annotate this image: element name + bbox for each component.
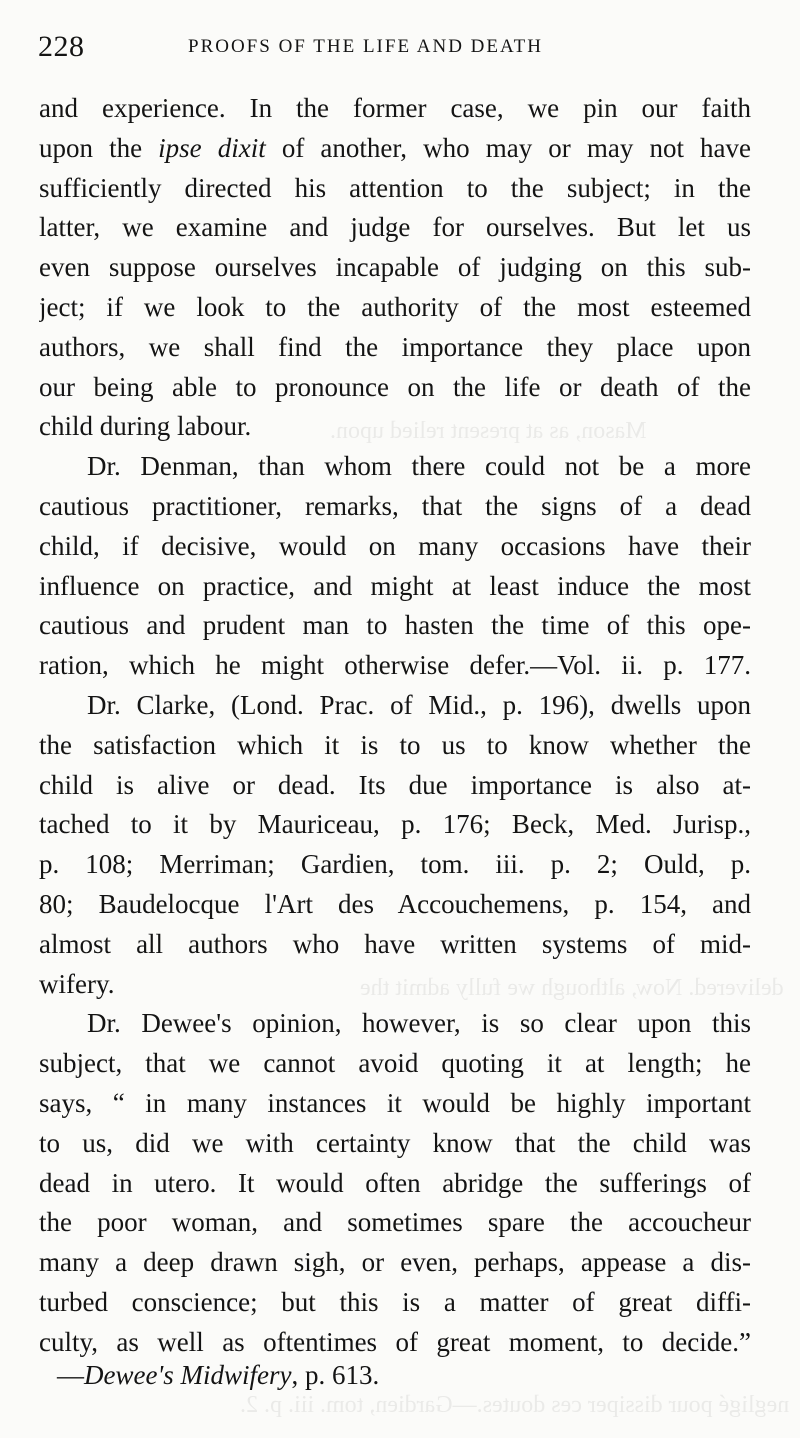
text-line: cautious practitioner, remarks, that the signs of a dead <box>39 490 751 521</box>
text-line: child is alive or dead. Its due importance is also at- <box>39 769 751 800</box>
italic-phrase: ipse dixit <box>158 132 266 163</box>
text-line: almost all authors who have written systems of mid- <box>39 928 751 959</box>
show-through-ink: Mason, as at present relied upon. <box>330 418 647 444</box>
text-line: authors, we shall find the importance they place upon <box>39 331 751 362</box>
text-line: influence on practice, and might at least induce the most <box>39 570 751 601</box>
text-line: wifery. <box>39 968 115 999</box>
text-line: subject, that we cannot avoid quoting it at length; he <box>39 1048 751 1079</box>
text-line: p. 108; Merriman; Gardien, tom. iii. p. 2; Ould, p. <box>39 849 751 880</box>
text-line: the satisfaction which it is to us to know whether the <box>39 729 751 760</box>
text-line: and experience. In the former case, we pin our faith <box>39 93 751 123</box>
text-line: culty, as well as oftentimes of great moment, to decide.” <box>39 1326 751 1357</box>
show-through-ink: negligé pour dissiper ces doutes.—Gardien, tom. iii. p. 2. <box>240 1392 790 1418</box>
text-line: sufficiently directed his attention to the subject; in the <box>39 172 751 203</box>
show-through-ink: delivered. Now, although we fully admit the <box>360 975 784 1001</box>
citation-page: , p. 613. <box>291 1360 380 1390</box>
page-header <box>38 30 768 70</box>
text-line: child during labour. <box>39 411 252 442</box>
text-line: many a deep drawn sigh, or even, perhaps, appease a dis- <box>39 1247 751 1278</box>
text-line: turbed conscience; but this is a matter of great diffi- <box>39 1286 751 1317</box>
paragraph-start: Dr. Denman, than whom there could not be a more <box>87 451 751 482</box>
page-number: 228 <box>38 30 85 63</box>
text-line: the poor woman, and sometimes spare the accoucheur <box>39 1207 751 1238</box>
text-line: tached to it by Mauriceau, p. 176; Beck, Med. Jurisp., <box>39 809 751 840</box>
text-line: even suppose ourselves incapable of judging on this sub- <box>39 252 751 283</box>
text-line: ration, which he might otherwise defer.—Vol. ii. p. 177. <box>39 650 751 681</box>
paragraph-start: Dr. Clarke, (Lond. Prac. of Mid., p. 196), dwells upon <box>87 689 751 720</box>
text-fragment: upon the <box>39 132 159 163</box>
quote-citation <box>57 1355 379 1395</box>
text-line: dead in utero. It would often abridge the sufferings of <box>39 1167 751 1198</box>
text-line: says, “ in many instances it would be highly important <box>39 1087 751 1118</box>
text-line: child, if decisive, would on many occasions have their <box>39 530 751 561</box>
text-fragment: of another, who may or may not have <box>265 132 751 163</box>
citation-dash: — <box>57 1360 84 1390</box>
running-title: PROOFS OF THE LIFE AND DEATH <box>188 36 543 57</box>
paragraph-start: Dr. Dewee's opinion, however, is so clear upon this <box>87 1008 751 1039</box>
text-line: latter, we examine and judge for ourselves. But let us <box>39 212 751 243</box>
citation-source: Dewee's Midwifery <box>84 1360 292 1390</box>
text-line: cautious and prudent man to hasten the time of this ope- <box>39 610 751 641</box>
text-line-with-italic <box>39 129 751 169</box>
body-text <box>39 89 751 1363</box>
text-line: our being able to pronounce on the life or death of the <box>39 371 751 402</box>
text-line: ject; if we look to the authority of the most esteemed <box>39 291 751 322</box>
text-line: 80; Baudelocque l'Art des Accouchemens, p. 154, and <box>39 888 751 919</box>
text-line: to us, did we with certainty know that the child was <box>39 1127 751 1158</box>
